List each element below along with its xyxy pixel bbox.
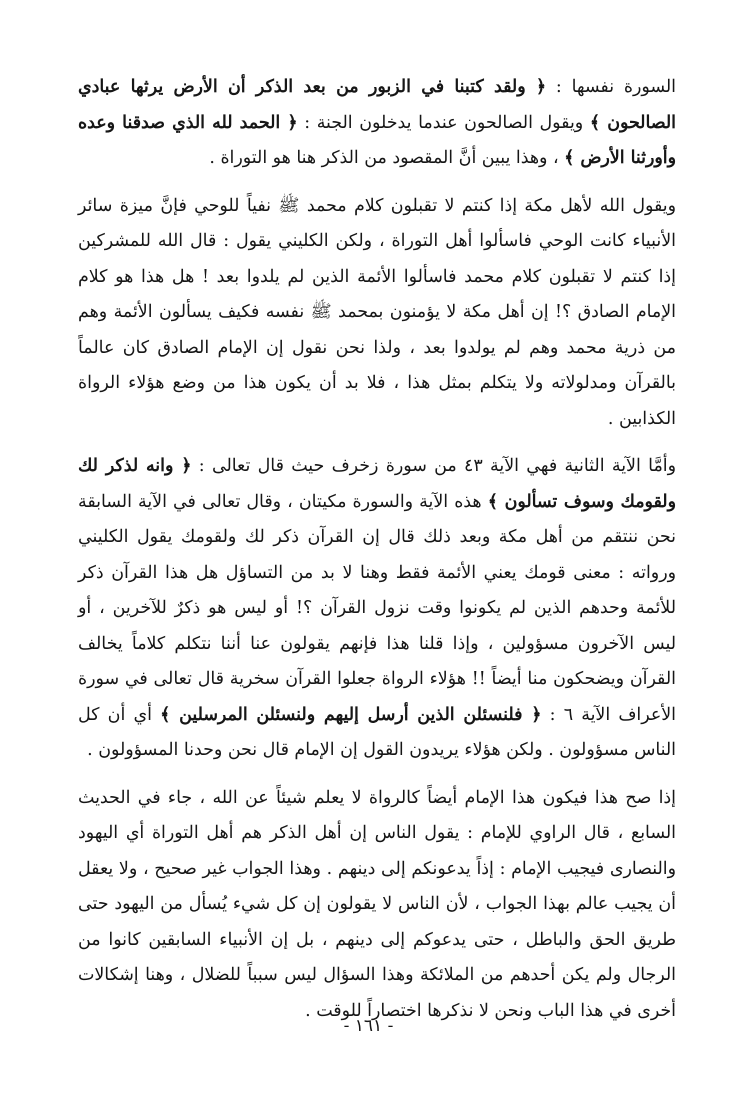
paragraph-3 <box>78 449 676 769</box>
paragraph-1-end: ، وهذا يبين أنَّ المقصود من الذكر هنا هو التوراة . <box>209 148 565 168</box>
paragraph-1-middle: ويقول الصالحون عندما يدخلون الجنة : <box>297 112 590 133</box>
document-body <box>78 70 676 1029</box>
paragraph-4 <box>78 781 676 1030</box>
quran-quote-alhamdulillah: ﴿ الحمد لله الذي صدقنا وعده وأورثنا الأرض ﴾ <box>78 112 676 168</box>
paragraph-4-text: إذا صح هذا فيكون هذا الإمام أيضاً كالرواة لا يعلم شيئاً عن الله ، جاء في الحديث السابع ، قال الراوي للإمام : يقول الناس إن أهل الذكر هم أهل التوراة أي اليهود والنصارى فيجيب الإمام : إذاً يدعونكم إلى دينهم . وهذا الجواب غير صحيح ، ولا يعقل أن يجيب عالم بهذا الجواب ، لأن الناس لا يقولون إن كل شيء يُسأل من اليهود حتى طريق الحق والباطل ، حتى يدعوكم إلى دينهم ، بل إن الأنبياء السابقين كانوا من الرجال ولم يكن أحدهم من الملائكة وهذا السؤال ليس سبباً للضلال ، وهنا إشكالات أخرى في هذا الباب ونحن لا نذكرها اختصاراً للوقت . <box>78 787 676 1021</box>
paragraph-3-end: أي أن كل الناس مسؤولون . ولكن هؤلاء يريدون القول إن الإمام قال نحن وحدنا المسؤولون . <box>78 704 676 760</box>
quran-quote-zukhruf: ﴿ وانه لذكر لك ولقومك وسوف تسألون ﴾ <box>78 456 676 512</box>
paragraph-3-intro: وأمَّا الآية الثانية فهي الآية ٤٣ من سورة زخرف حيث قال تعالى : <box>191 456 676 476</box>
paragraph-1 <box>78 70 676 177</box>
quran-quote-zabur: ﴿ ولقد كتبنا في الزبور من بعد الذكر أن الأرض يرثها عبادي الصالحون ﴾ <box>78 77 676 133</box>
quran-quote-araf: ﴿ فلنسئلن الذين أرسل إليهم ولنسئلن المرسلين ﴾ <box>160 704 542 725</box>
paragraph-2-text: ويقول الله لأهل مكة إذا كنتم لا تقبلون كلام محمد ﷺ نفياً للوحي فإنَّ ميزة سائر الأنبياء كانت الوحي فاسألوا أهل التوراة ، ولكن الكليني يقول : قال الله للمشركين إذا كنتم لا تقبلون كلام محمد فاسألوا الأئمة الذين لم يلدوا بعد ! هل هذا هو كلام الإمام الصادق ؟! إن أهل مكة لا يؤمنون بمحمد ﷺ نفسه فكيف يسألون الأئمة وهم من ذرية محمد وهم لم يولدوا بعد ، ولذا نحن نقول إن الإمام الصادق كان عالماً بالقرآن ومدلولاته ولا يتكلم بمثل هذا ، فلا بد أن يكون هذا من وضع هؤلاء الرواة الكذابين . <box>78 195 676 429</box>
paragraph-2 <box>78 189 676 438</box>
page-number: - ١٦١ - <box>343 1016 394 1036</box>
paragraph-1-intro: السورة نفسها : <box>546 77 676 97</box>
paragraph-3-middle: هذه الآية والسورة مكيتان ، وقال تعالى في الآية السابقة نحن ننتقم من أهل مكة وبعد ذلك قال إن القرآن ذكر لك ولقومك يقول الكليني ورواته : معنى قومك يعني الأئمة فقط وهنا لا بد من التساؤل هل هذا القرآن ذكر للأئمة وحدهم الذين لم يكونوا وقت نزول القرآن ؟! أو ليس هو ذكرٌ للآخرين ، أو ليس الآخرون مسؤولين ، وإذا قلنا هذا فإنهم يقولون عنا أننا نتكلم كلاماً يخالف القرآن ويضحكون منا أيضاً !! هؤلاء الرواة جعلوا القرآن سخرية قال تعالى في سورة الأعراف الآية ٦ : <box>78 491 676 725</box>
